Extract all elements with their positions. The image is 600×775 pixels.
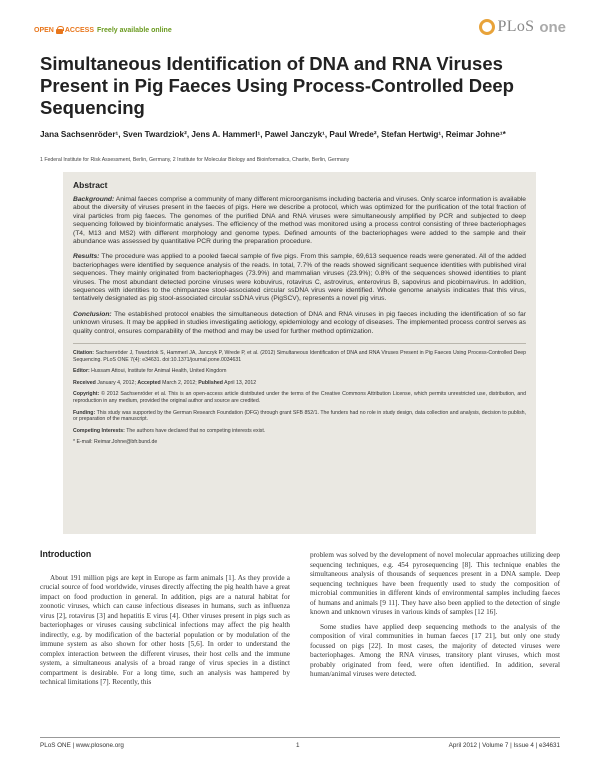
editor <box>73 368 526 375</box>
copyright <box>73 391 526 404</box>
published-label: Published <box>198 379 223 386</box>
paper-title: Simultaneous Identification of DNA and RNA Viruses Present in Pig Faeces Using Process-Controlled Deep Sequencing <box>40 53 514 118</box>
citation-label: Citation: <box>73 350 95 357</box>
conclusion-label: Conclusion: <box>73 310 112 318</box>
freely-available-label: Freely available online <box>97 26 172 34</box>
accepted-date: March 2, 2012; <box>160 379 199 386</box>
accepted-label: Accepted <box>137 379 161 386</box>
abstract-background <box>73 196 526 246</box>
funding-label: Funding: <box>73 409 96 416</box>
funding <box>73 410 526 423</box>
intro-paragraph-2: Some studies have applied deep sequencing methods to the analysis of the composition of viral communities in human faeces [17 21], but only one study focussed on pigs [22]. In most cases, the majority of detected viruses were bacteriophages. Among the RNA viruses, transitory plant viruses, which most probably originated from feed, were often identified. In addition, several human/animal viruses were detected. <box>310 622 560 678</box>
abstract-conclusion <box>73 311 526 336</box>
affiliations: 1 Federal Institute for Risk Assessment, Berlin, Germany, 2 Institute for Molecular Biology and Bioinformatics, Charite, Berlin, Germany <box>40 157 350 163</box>
received-date: January 4, 2012; <box>95 379 138 386</box>
citation-text: Sachsenröder J, Twardziok S, Hammerl JA, Janczyk P, Wrede P, et al. (2012) Simultaneous Identification of DNA and RNA Viruses Present in Pig Faeces Using Process-Controlled Deep Sequencing. PLoS ONE 7(4): e34631. doi:10.1371/journal.pone.0034631 <box>73 350 526 363</box>
abstract-results <box>73 253 526 303</box>
editor-label: Editor: <box>73 368 90 375</box>
introduction-heading: Introduction <box>40 549 92 559</box>
right-column <box>310 551 560 685</box>
abstract-heading: Abstract <box>73 180 108 190</box>
author-list: Jana Sachsenröder¹, Sven Twardziok², Jens A. Hammerl¹, Pawel Janczyk¹, Paul Wrede², Stefan Hertwig¹, Reimar Johne¹* <box>40 130 506 139</box>
dates <box>73 380 526 387</box>
footer-issue: April 2012 | Volume 7 | Issue 4 | e34631 <box>448 742 560 749</box>
plos-one-logo <box>479 18 566 36</box>
conclusion-text: The established protocol enables the simultaneous detection of DNA and RNA viruses in pig faeces including the identification of so far unknown viruses. It may be applied in studies investigating aetiology, epidemiology and ecology of diseases. The implemented process control serves as quality control, ensures comparability of the method and may be used for further method optimization. <box>73 310 526 335</box>
published-date: April 13, 2012 <box>222 379 257 386</box>
background-text: Animal faeces comprise a community of many different microorganisms including bacteria and viruses. Only scarce information is available about the diversity of viruses present in the faeces of pigs. Here we describe a protocol, which was optimized for the purification of the total fraction of viral particles from pig faeces. The genomes of the purified DNA and RNA viruses were simultaneously amplified by PCR and subjected to deep sequencing followed by bioinformatic analyses. The efficiency of the method was monitored using a process control consisting of three bacteriophages (T4, M13 and MS2) with different morphology and genome types. Defined amounts of the bacteriophages were added to the sample and their abundance was assessed by quantitative PCR during the preparation procedure. <box>73 196 526 246</box>
competing-label: Competing Interests: <box>73 427 125 434</box>
intro-paragraph-1-continued: problem was solved by the development of novel molecular approaches utilizing deep sequencing techniques, e.g. 454 pyrosequencing [8]. This technique enables the simultaneous analysis of thousands of sequences present in a DNA sample. Deep sequencing techniques have been frequently used to study the composition of microbial communities in different kinds of environmental samples including faeces of humans and animals [9 11]. They have also been applied to the detection of single known and unknown viruses in various kinds of samples [12 16]. <box>310 551 560 616</box>
corresponding-email: * E-mail: Reimar.Johne@bfr.bund.de <box>73 439 158 446</box>
competing-text: The authors have declared that no competing interests exist. <box>124 427 266 434</box>
access-label: ACCESS <box>64 26 95 34</box>
background-label: Background: <box>73 196 115 203</box>
competing-interests <box>73 428 526 435</box>
logo-plos-text: PLoS <box>497 18 535 35</box>
abstract-divider <box>73 343 526 344</box>
left-column <box>40 550 290 693</box>
open-access-banner <box>34 26 172 34</box>
results-label: Results: <box>73 253 100 261</box>
footer-divider <box>40 737 560 738</box>
logo-one-text: one <box>539 18 566 36</box>
copyright-text: © 2012 Sachsenröder et al. This is an open-access article distributed under the terms of the Creative Commons Attribution License, which permits unrestricted use, distribution, and reproduction in any medium, provided the original author and source are credited. <box>73 391 526 405</box>
citation <box>73 350 526 363</box>
results-text: The procedure was applied to a pooled faecal sample of five pigs. From this sample, 69,613 sequence reads were generated. All of the added bacteriophages were identified by sequence analysis of the reads. In total, 7.7% of the reads showed significant sequence identities with published viral sequences. They mainly originated from bacteriophages (73.9%) and mammalian viruses (23.9%); 0.8% of the sequences showed identities to plant viruses. The most abundant detected porcine viruses were kobuvirus, rotavirus C, astrovirus, enterovirus B, sapovirus and picobirnavirus. In addition, sequences with identities to the chimpanzee stool-associated circular ssDNA virus were identified. Whole genome analysis indicates that this virus, tentatively designated as pig stool-associated circular ssDNA virus (PigSCV), represents a novel pig virus. <box>73 253 526 303</box>
open-access-lock-icon <box>56 26 63 34</box>
footer-page-number: 1 <box>296 742 300 749</box>
open-label: OPEN <box>34 26 54 34</box>
copyright-label: Copyright: <box>73 391 100 398</box>
editor-text: Hussam Attoui, Institute for Animal Health, United Kingdom <box>89 368 227 375</box>
abstract-box <box>63 172 536 534</box>
funding-text: This study was supported by the German Research Foundation (DFG) through grant SFB 852/1. The funders had no role in study design, data collection and analysis, decision to publish, or preparation of the manuscript. <box>73 409 526 423</box>
received-label: Received <box>73 379 96 386</box>
footer-journal: PLoS ONE | www.plosone.org <box>40 742 124 749</box>
intro-paragraph-1: About 191 million pigs are kept in Europe as farm animals [1]. As they provide a crucial source of food worldwide, viruses directly affecting the pig health have a great impact on food production in general. In addition, pigs are a natural habitat for zoonotic viruses, which can cause infectious diseases in humans, such as influenza virus [2], rotavirus [3] and hepatitis E virus [4]. Other viruses present in pigs such as bacteriophages or viruses causing subclinical infections may affect the pig health indirectly, e.g. by modification of the bacterial population or by modulation of the immune system as also shown for other hosts [5,6]. In order to understand the complex interaction between the different viruses, their host cells and the immune system, a simultaneous analysis of a broad range of virus species in a distinct compartment is desirable. For a long time, such an analysis was hampered by technical limitations [7]. Recently, this <box>40 573 290 686</box>
plos-ring-icon <box>479 19 495 35</box>
